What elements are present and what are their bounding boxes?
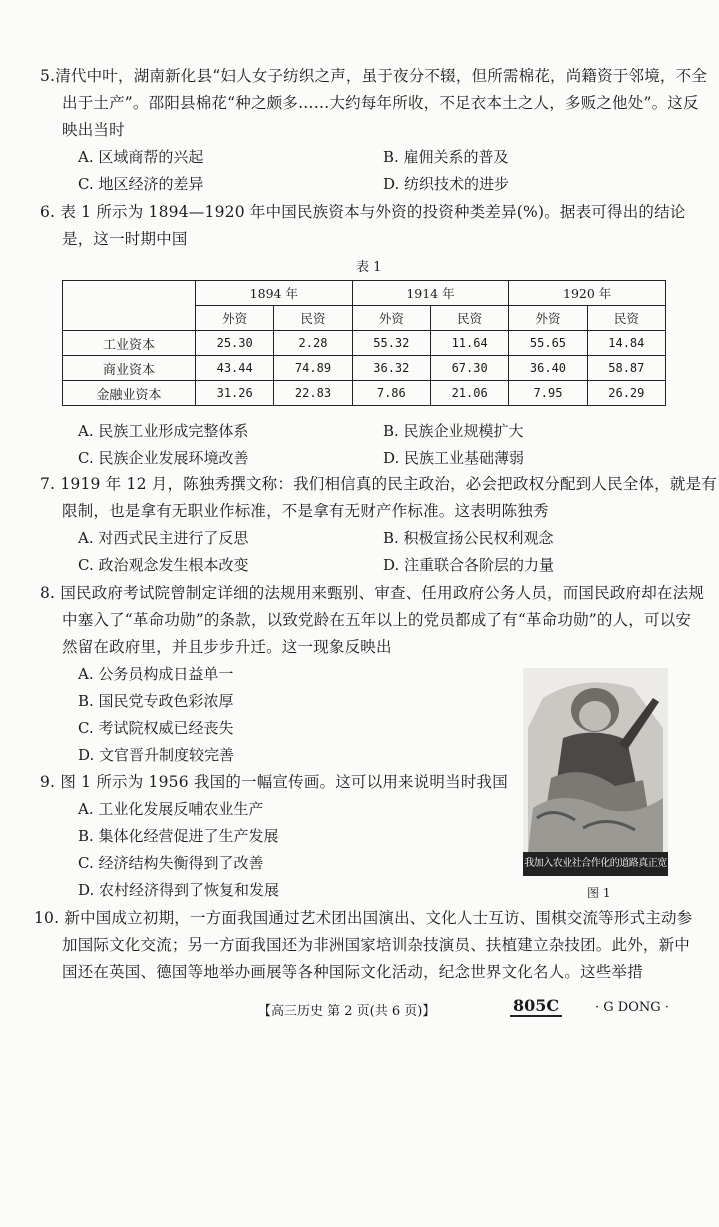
table-row — [63, 356, 666, 381]
q5-option-b: B. 雇佣关系的普及 — [383, 148, 509, 166]
table-cell: 11.64 — [430, 331, 508, 356]
q6-line-2: 是，这一时期中国 — [62, 230, 188, 248]
q9-option-a: A. 工业化发展反哺农业生产 — [78, 800, 264, 818]
q7-line-2: 限制，也是拿有无职业作标准，不是拿有无财产作标准。这表明陈独秀 — [62, 502, 549, 520]
q5-option-d: D. 纺织技术的进步 — [383, 175, 510, 193]
q5-option-c: C. 地区经济的差异 — [78, 175, 204, 193]
q7-line-1: 7. 1919 年 12 月，陈独秀撰文称：我们相信真的民主政治，必会把政权分配到人民全体，就是有 — [40, 475, 717, 493]
q8-option-d: D. 文官晋升制度较完善 — [78, 746, 235, 764]
q8-line-3: 然留在政府里，并且步步升迁。这一现象反映出 — [62, 638, 392, 656]
subheader-cell: 外资 — [196, 306, 274, 331]
row-label: 商业资本 — [63, 356, 196, 381]
table-cell: 74.89 — [274, 356, 352, 381]
table-cell: 22.83 — [274, 381, 352, 406]
table-cell: 55.32 — [352, 331, 430, 356]
q6-option-d: D. 民族工业基础薄弱 — [383, 449, 525, 467]
q9-option-c: C. 经济结构失衡得到了改善 — [78, 854, 264, 872]
table-cell: 21.06 — [430, 381, 508, 406]
table-cell: 36.32 — [352, 356, 430, 381]
year-1914-header: 1914 年 — [352, 281, 509, 306]
table-row — [63, 381, 666, 406]
subheader-cell: 外资 — [352, 306, 430, 331]
table-caption: 表 1 — [356, 260, 382, 275]
subheader-cell: 民资 — [587, 306, 665, 331]
q10-line-3: 国还在英国、德国等地举办画展等各种国际文化活动，纪念世界文化名人。这些举措 — [62, 963, 643, 981]
q8-option-b: B. 国民党专政色彩浓厚 — [78, 692, 234, 710]
q5-line-1: 5.清代中叶，湖南新化县“妇人女子纺织之声，虽于夜分不辍，但所需棉花，尚籍资于邻境，不全 — [40, 67, 708, 85]
q7-option-a: A. 对西式民主进行了反思 — [78, 529, 249, 547]
q8-line-2: 中塞入了“革命功勋”的条款，以致党龄在五年以上的党员都成了有“革命功勋”的人，可以安 — [62, 611, 692, 629]
table-cell: 14.84 — [587, 331, 665, 356]
q8-option-c: C. 考试院权威已经丧失 — [78, 719, 234, 737]
footer-paper-code: 805C — [510, 996, 562, 1017]
poster-caption: 我加入农业社合作化的道路真正宽 — [523, 852, 668, 876]
q8-option-a: A. 公务员构成日益单一 — [78, 665, 234, 683]
table-corner-cell — [63, 281, 196, 331]
q7-option-b: B. 积极宣扬公民权利观念 — [383, 529, 554, 547]
q6-option-a: A. 民族工业形成完整体系 — [78, 422, 249, 440]
table-cell: 58.87 — [587, 356, 665, 381]
q5-line-3: 映出当时 — [62, 121, 125, 139]
poster-illustration — [523, 668, 668, 876]
table-row — [63, 331, 666, 356]
investment-table — [62, 280, 666, 406]
q10-line-2: 加国际文化交流；另一方面我国还为非洲国家培训杂技演员、扶植建立杂技团。此外，新中 — [62, 936, 691, 954]
table-cell: 36.40 — [509, 356, 587, 381]
table-cell: 31.26 — [196, 381, 274, 406]
table-cell: 7.86 — [352, 381, 430, 406]
footer-page-label: 【高三历史 第 2 页(共 6 页)】 — [258, 1004, 436, 1019]
q9-option-b: B. 集体化经营促进了生产发展 — [78, 827, 279, 845]
q7-option-c: C. 政治观念发生根本改变 — [78, 556, 249, 574]
subheader-cell: 民资 — [274, 306, 352, 331]
table-cell: 7.95 — [509, 381, 587, 406]
table-cell: 43.44 — [196, 356, 274, 381]
year-1920-header: 1920 年 — [509, 281, 666, 306]
q7-option-d: D. 注重联合各阶层的力量 — [383, 556, 555, 574]
table-cell: 67.30 — [430, 356, 508, 381]
table-year-row — [63, 281, 666, 306]
q6-option-b: B. 民族企业规模扩大 — [383, 422, 524, 440]
year-1894-header: 1894 年 — [196, 281, 353, 306]
figure-label: 图 1 — [587, 886, 611, 900]
footer-brand: · G DONG · — [595, 1000, 669, 1015]
table-cell: 2.28 — [274, 331, 352, 356]
q9-option-d: D. 农村经济得到了恢复和发展 — [78, 881, 280, 899]
q5-option-a: A. 区域商帮的兴起 — [78, 148, 204, 166]
table-cell: 55.65 — [509, 331, 587, 356]
subheader-cell: 外资 — [509, 306, 587, 331]
row-label: 金融业资本 — [63, 381, 196, 406]
q10-line-1: 10. 新中国成立初期，一方面我国通过艺术团出国演出、文化人士互访、围棋交流等形式主动参 — [34, 909, 693, 927]
q6-line-1: 6. 表 1 所示为 1894—1920 年中国民族资本与外资的投资种类差异(%)。据表可得出的结论 — [40, 203, 686, 221]
q9-line-1: 9. 图 1 所示为 1956 我国的一幅宣传画。这可以用来说明当时我国 — [40, 773, 508, 791]
q5-line-2: 出于土产”。邵阳县棉花“种之颇多……大约每年所收，不足衣本土之人，多贩之他处”。这反 — [62, 94, 699, 112]
table-cell: 26.29 — [587, 381, 665, 406]
subheader-cell: 民资 — [430, 306, 508, 331]
q8-line-1: 8. 国民政府考试院曾制定详细的法规用来甄别、审查、任用政府公务人员，而国民政府却在法规 — [40, 584, 705, 602]
table-cell: 25.30 — [196, 331, 274, 356]
row-label: 工业资本 — [63, 331, 196, 356]
q6-option-c: C. 民族企业发展环境改善 — [78, 449, 249, 467]
propaganda-poster-image — [523, 668, 668, 876]
